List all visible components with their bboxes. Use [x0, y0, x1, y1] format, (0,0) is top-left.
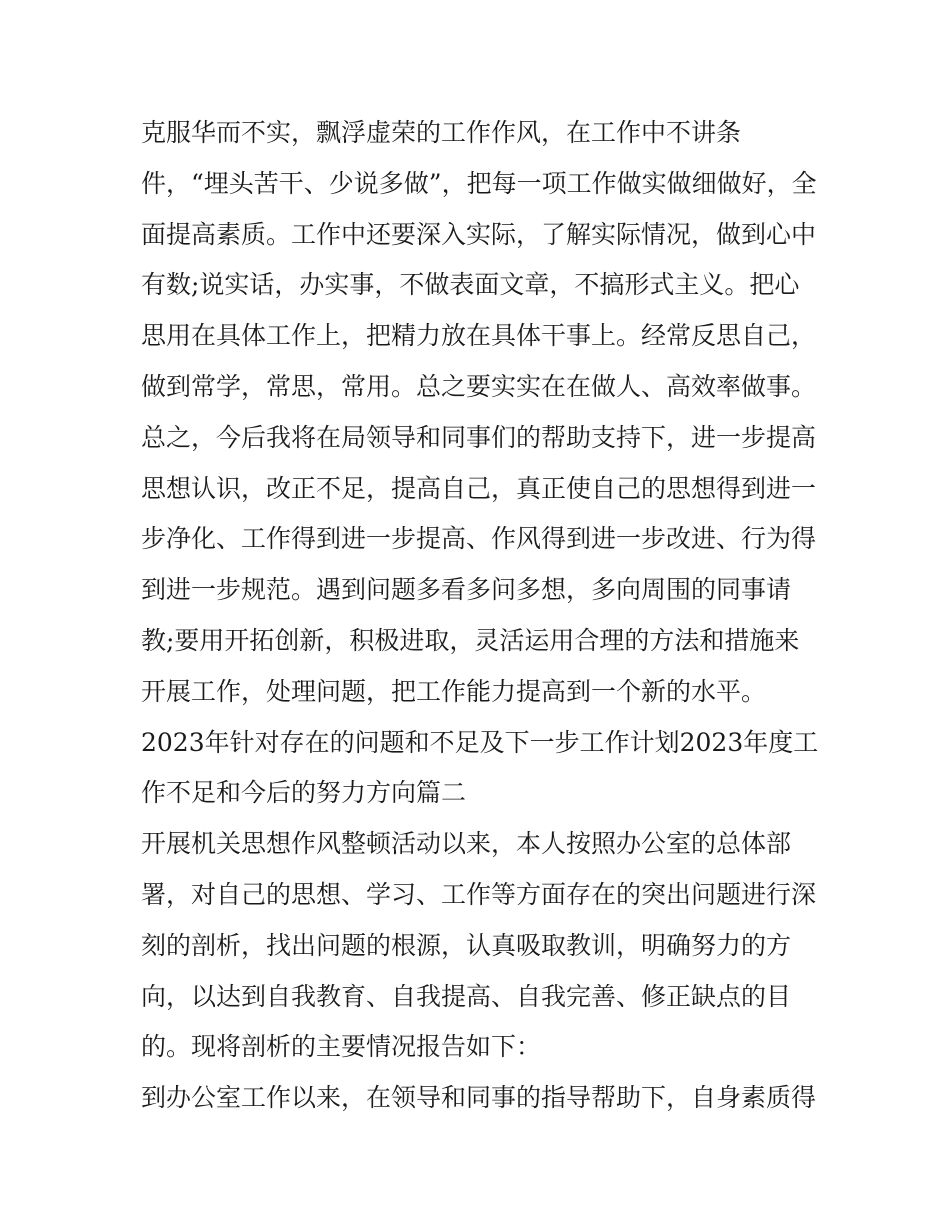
text-line: 向，以达到自我教育、自我提高、自我完善、修正缺点的目	[141, 981, 792, 1011]
text-line: 面提高素质。工作中还要深入实际，了解实际情况，做到心中	[141, 219, 817, 249]
text-line: 有数;说实话，办实事，不做表面文章，不搞形式主义。把心	[141, 270, 800, 300]
text-line: 思想认识，改正不足，提高自己，真正使自己的思想得到进一	[141, 473, 817, 503]
text-line: 件，“埋头苦干、少说多做”，把每一项工作做实做细做好，全	[141, 168, 817, 198]
text-line: 总之，今后我将在局领导和同事们的帮助支持下，进一步提高	[141, 422, 817, 452]
text-line: 开展工作，处理问题，把工作能力提高到一个新的水平。	[141, 676, 767, 706]
section-heading-line: 2023年针对存在的问题和不足及下一步工作计划2023年度工	[141, 727, 819, 757]
text-line: 克服华而不实，飘浮虚荣的工作作风，在工作中不讲条	[141, 118, 742, 147]
body-text	[141, 108, 821, 1124]
text-line: 教;要用开拓创新，积极进取，灵活运用合理的方法和措施来	[141, 625, 800, 655]
text-line: 署，对自己的思想、学习、工作等方面存在的突出问题进行深	[141, 879, 817, 909]
text-line: 做到常学，常思，常用。总之要实实在在做人、高效率做事。	[141, 371, 817, 401]
text-line: 思用在具体工作上，把精力放在具体干事上。经常反思自己，	[141, 321, 817, 351]
text-line: 的。现将剖析的主要情况报告如下：	[141, 1032, 542, 1062]
text-line: 到进一步规范。遇到问题多看多问多想，多向周围的同事请	[141, 575, 792, 605]
section-heading-line: 作不足和今后的努力方向篇二	[141, 778, 467, 808]
text-line: 开展机关思想作风整顿活动以来，本人按照办公室的总体部	[141, 829, 792, 859]
text-line: 步净化、工作得到进一步提高、作风得到进一步改进、行为得	[141, 524, 817, 554]
text-line: 刻的剖析，找出问题的根源，认真吸取教训，明确努力的方	[141, 930, 792, 960]
text-line: 到办公室工作以来，在领导和同事的指导帮助下，自身素质得	[141, 1083, 817, 1113]
